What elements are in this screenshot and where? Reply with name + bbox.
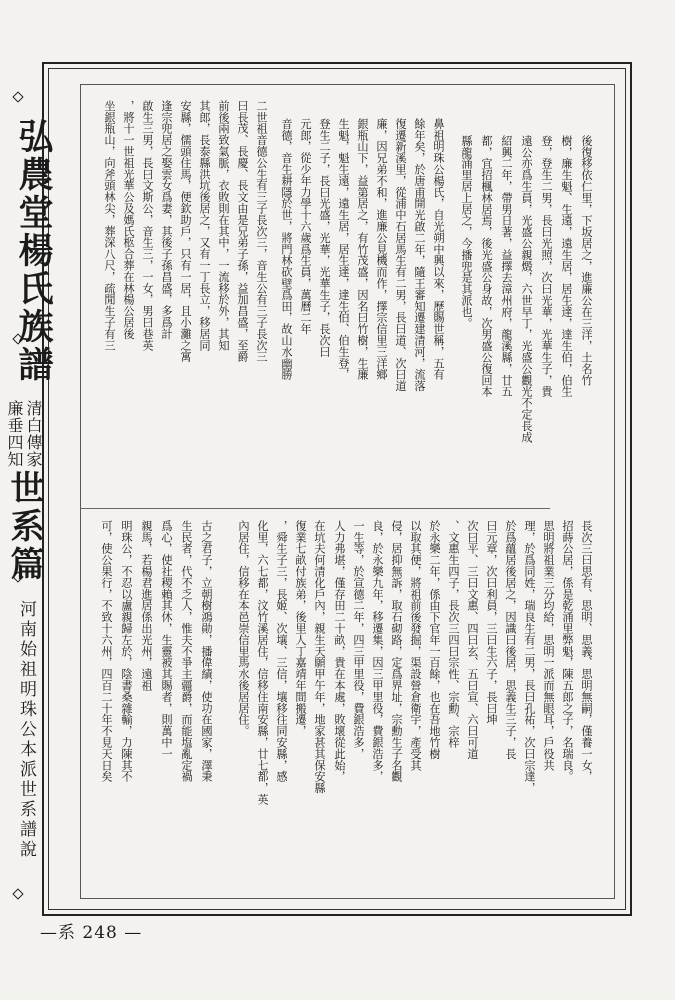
ancestor-columns-line: 鼻祖明珠公楊氏，自光朔中興以來，歷賜世稱，五有 xyxy=(432,118,445,381)
upper-left-columns-line: 後復移依仁里，下坂居之，進廉公在三洋，土名竹 xyxy=(580,135,593,386)
diamond-ornament-bottom xyxy=(14,890,26,902)
second-columns-line: 坐銀瓶山，向斧頭林尖，葬深八尺，疏閒生子有三 xyxy=(103,100,116,351)
second-columns-line: 啟生三男，長曰文斯公，音生三，一女，男曰巷英 xyxy=(141,100,154,351)
lower-left-columns-line: 明珠公，不忍以盧親歸左於，陰書桑雜輸，力陳其不 xyxy=(120,520,133,783)
section-divider xyxy=(80,508,550,509)
upper-right-columns-line: 、文惠生四子，長次三四曰宗性、宗勳、宗梓 xyxy=(447,520,460,748)
second-columns-line: 曰長茂、長慶、長文由是兄弟子孫，益加昌盛，至爵 xyxy=(236,100,249,363)
upper-right-columns-line: 於永樂二年，係由下官年一百餘，也在吾地竹樹 xyxy=(428,520,441,760)
upper-right-columns-line: 思明將祖業三分均給，思明一派而無眼耳，戶役共 xyxy=(542,520,555,771)
upper-left-columns-line: 都，宜招楓林居焉，後光盛公身故，次男盛公復回本 xyxy=(480,135,493,398)
second-columns-line: 前後兩致氣脈，衣敗則在其中，一流移於外，其知 xyxy=(217,100,230,351)
ancestor-columns-line: 復遷新溪里，從浦中石居馬生有二男，長曰道、次曰道 xyxy=(394,118,407,392)
ancestor-columns-line: 生魁，魁生遠，遠生居，居生達，達生伯、伯生登， xyxy=(337,118,350,381)
upper-right-columns-line: 於爲蘊居後居之，因識曰後居，思義生三子，長 xyxy=(504,520,517,760)
footer-title: 河南始祖明珠公本派世系譜說 xyxy=(16,600,36,860)
second-columns-line: ，將十一世祖光華公及媽氏柩合葬在林楊公居後 xyxy=(122,100,135,340)
upper-right-columns-line: 曰元章，次曰利員，三曰生六子，長曰坤 xyxy=(485,520,498,726)
lower-right-columns-line: 內居住，信移在本邑崇信里馬水後居居住。 xyxy=(237,520,250,737)
lower-right-columns-line: 在坑夫何清化戶內，親生天願甲午年，地家甚其保安縣 xyxy=(313,520,326,794)
lower-left-columns-line: 生民者，代不乏人，惟夫不爭主疆爵，而能塩亂定禍 xyxy=(180,520,193,783)
ancestor-columns-line: 音德，音生耕隱於世，將門林砍壁爲田，故山水幽勝 xyxy=(280,118,293,381)
motto-1: 廉垂四知 xyxy=(5,400,24,468)
ancestor-columns-line: 廉，因兄弟不和，進廉公見機而作，擇宗信里三洋鄉 xyxy=(375,118,388,381)
lower-left-columns-line: 可，使公果行，不致十六州，四百二十年不見天日矣 xyxy=(100,520,113,783)
second-columns-line: 二世祖音德公生有三子長次三，音生公有三子長次三 xyxy=(255,100,268,363)
upper-right-columns-line: 良，於永樂九年，移遷集，因三甲里役，費銀浩多， xyxy=(371,520,384,783)
upper-right-columns-line: 長次三曰思有、思明、思義、思明無嗣，僅養一女， xyxy=(580,520,593,783)
upper-right-columns-line: 次曰平、三曰文惠、四曰玄、五曰宣、六曰可道 xyxy=(466,520,479,760)
ancestor-columns-line: 銀瓶山下，益第居之，有竹茂盛，因名曰竹樹，生廉 xyxy=(356,118,369,381)
ancestor-columns-line: 餘年矣，於唐甫開光啟二年，隨王審知遷建清河，流落 xyxy=(413,118,426,392)
lower-left-columns-line: 爲心，使社稷賴其休，生靈被其賜者，則萬中一 xyxy=(160,520,173,760)
upper-right-columns-line: 以取其便，將祖前後發掘，渠設營倉衛宇，產受其 xyxy=(409,520,422,771)
second-columns-line: 其郎，長泰縣洪坑後居之，又有一丁長立，移居同 xyxy=(198,100,211,351)
lower-left-columns-line: 古之君子，立朝樹鴻勛，播偉績，使功在國家，澤秉 xyxy=(200,520,213,783)
ancestor-columns-line: 元郎，從少年力學十六歲爲生員，萬曆二年 xyxy=(299,118,312,335)
diamond-ornament-top xyxy=(14,93,26,105)
upper-left-columns-line: 遠公亦爲生員，光盛公親燬，六世早丁，光盛公觀光不定長成 xyxy=(520,135,533,443)
book-title: 弘農堂楊氏族譜 xyxy=(13,118,54,384)
upper-left-columns-line: 紹興二年，帶男日著，益擇去漳州府，龍溪縣，廿五 xyxy=(500,135,513,398)
second-columns-line: 安縣，儒頭住馬，便欽助戶，只有一居，且小灘之寓 xyxy=(179,100,192,363)
page-number: —系 248 — xyxy=(40,923,143,943)
upper-right-columns-line: 侵，居抑無訴，取石砌路，定爲界址，宗勳生子名觀 xyxy=(390,520,403,783)
upper-right-columns-line: 理，於爲同姓，瑞良生有二男，長曰孔祐，次曰宗達， xyxy=(523,520,536,794)
upper-right-columns-line: 一生等，於宣德二年，四三甲里役，費銀浩多， xyxy=(352,520,365,760)
lower-right-columns-line: ，舜生子三，長姬、次壤、三信，壤移往同安縣，感 xyxy=(275,520,288,783)
lower-right-columns-line: 化里，六七都，汶竹溪居住，信移住南安縣，廿七都，英 xyxy=(256,520,269,805)
motto-2: 清白傳家 xyxy=(24,400,43,468)
upper-right-columns-line: 人力弗堪，僅存田二十畝，貴在本處，敗壞從此始， xyxy=(333,520,346,783)
upper-right-columns-line: 招蒔公居，係是乾涌里弊魁，陳五郎之子，名瑞良。 xyxy=(561,520,574,783)
second-columns-line: 逢宗兜居之娶雲女爲妻，其後子孫昌盛，多爲計 xyxy=(160,100,173,340)
upper-left-columns-line: 登，登生二男，長曰光照，次曰光華，光華生子，貴 xyxy=(540,135,553,398)
lower-left-columns-line: 親馬，若楊君進居係出光州，遠祖 xyxy=(140,520,153,691)
upper-left-columns-line: 縣龍涌里居上居之，今播兜是其派也。 xyxy=(460,135,473,329)
lower-right-columns-line: 復業七畝付族弟，後里人丁嘉靖年間搬遷， xyxy=(294,520,307,737)
ancestor-columns-line: 登生二子，長曰光盛，光華，光華生子，長次曰 xyxy=(318,118,331,358)
section-title: 世系篇 xyxy=(4,470,44,584)
upper-left-columns-line: 樹，廉生魁、生遠，遠生居，居生達，達生伯，伯生 xyxy=(560,135,573,398)
